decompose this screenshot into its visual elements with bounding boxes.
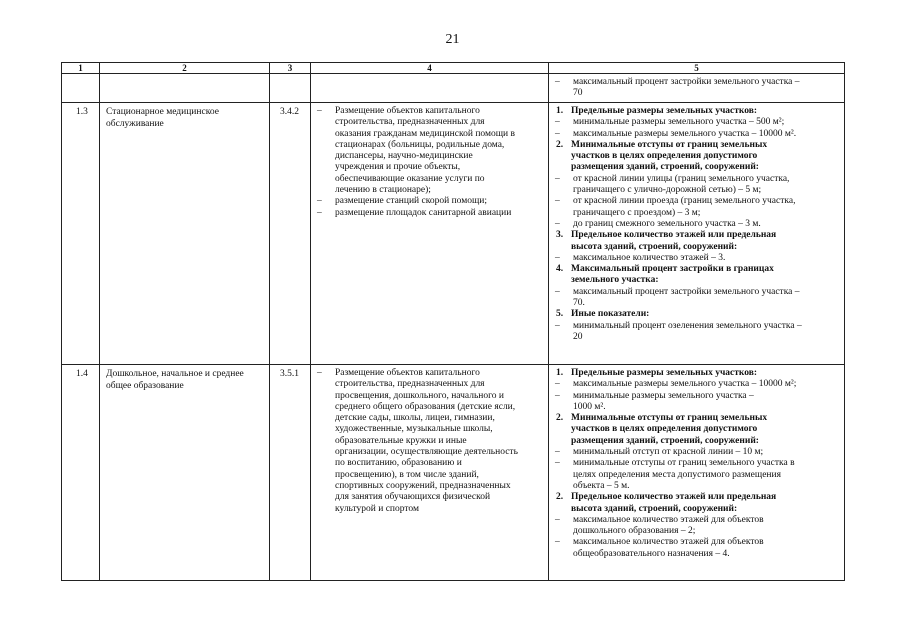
param-section-title [553, 368, 838, 379]
dash-item [315, 208, 542, 219]
continuation-params [549, 74, 845, 103]
title-line: Минимальные отступы от границ земельных [571, 139, 768, 150]
dash-marker: – [317, 368, 322, 378]
item-line: просвещения, дошкольного, начального и [335, 390, 505, 401]
zoning-table [61, 62, 845, 581]
item-line: максимальный процент застройки земельного участка – [573, 77, 800, 87]
dash-marker: – [555, 379, 560, 390]
param-section-title [553, 140, 838, 174]
dash-item [553, 515, 838, 538]
use-parameters [549, 103, 845, 365]
use-name [100, 103, 270, 365]
row-number: 1.3 [62, 103, 100, 365]
dash-item [553, 537, 838, 560]
dash-item [553, 219, 838, 230]
use-description [311, 103, 549, 365]
title-line: высота зданий, строений, сооружений: [571, 503, 738, 514]
param-section-title [553, 309, 838, 320]
header-col-1: 1 [62, 63, 100, 74]
param-number: 1. [556, 106, 564, 116]
item-line: 1000 м². [573, 401, 606, 412]
use-code: 3.5.1 [270, 365, 311, 581]
item-line: минимальные размеры земельного участка – 500 м²; [573, 117, 785, 128]
item-line: общеобразовательного назначения – 4. [573, 548, 730, 559]
name-line: Стационарное медицинское [106, 107, 219, 117]
item-line: лечению в стационаре); [335, 185, 431, 196]
dash-marker: – [317, 106, 322, 116]
title-line: Предельные размеры земельных участков: [571, 106, 758, 116]
use-parameters [549, 365, 845, 581]
item-line: максимальные размеры земельного участка – 10000 м². [573, 128, 797, 139]
title-line: Предельные размеры земельных участков: [571, 368, 758, 378]
continuation-row [62, 74, 845, 103]
dash-item [553, 77, 838, 100]
dash-item [553, 117, 838, 128]
use-code: 3.4.2 [270, 103, 311, 365]
title-line: участков в целях определения допустимого [571, 151, 758, 162]
item-line: 70. [573, 298, 585, 309]
table-row [62, 103, 845, 365]
item-line: детские сады, школы, лицеи, гимназии, [335, 413, 495, 424]
dash-marker: – [555, 173, 560, 184]
header-col-4: 4 [311, 63, 549, 74]
dash-item [553, 321, 838, 344]
table-row [62, 365, 845, 581]
item-line: стационарах (больницы, родильные дома, [335, 139, 505, 150]
title-line: высота зданий, строений, сооружений: [571, 241, 738, 252]
dash-marker: – [555, 218, 560, 229]
param-number: 2. [556, 139, 564, 150]
header-col-2: 2 [100, 63, 270, 74]
param-number: 3. [556, 230, 564, 241]
dash-marker: – [555, 320, 560, 331]
param-number: 2. [556, 492, 564, 503]
dash-marker: – [555, 117, 560, 128]
param-section-title [553, 230, 838, 253]
item-line: целях определения места допустимого размещения [573, 469, 781, 480]
item-line: Размещение объектов капитального [335, 368, 480, 378]
param-number: 4. [556, 264, 564, 275]
param-number: 1. [556, 368, 564, 378]
item-line: минимальные размеры земельного участка – [573, 390, 754, 401]
dash-item [315, 368, 542, 515]
title-line: Максимальный процент застройки в границах [571, 264, 774, 275]
item-line: учреждения и прочие объекты, [335, 162, 461, 173]
item-line: образовательные кружки и иные [335, 435, 467, 446]
dash-item [553, 458, 838, 492]
item-line: строительства, предназначенных для [335, 117, 485, 128]
item-line: граничащего с проездом) – 3 м; [573, 207, 701, 218]
header-row [62, 63, 845, 74]
dash-item [553, 391, 838, 414]
dash-item [315, 196, 542, 207]
item-line: 20 [573, 331, 583, 342]
dash-item [553, 196, 838, 219]
header-col-3: 3 [270, 63, 311, 74]
item-line: размещение площадок санитарной авиации [335, 207, 512, 218]
name-line: Дошкольное, начальное и среднее [106, 369, 244, 379]
item-line: от красной линии улицы (границ земельного участка, [573, 173, 790, 184]
item-line: просвещению), в том числе зданий, [335, 469, 479, 480]
item-line: максимальные размеры земельного участка – 10000 м²; [573, 379, 797, 390]
item-line: максимальный процент застройки земельного участка – [573, 286, 800, 297]
title-line: Иные показатели: [571, 309, 650, 320]
param-number: 5. [556, 309, 564, 320]
dash-marker: – [555, 458, 560, 469]
use-name [100, 365, 270, 581]
item-line: диспансеры, научно-медицинские [335, 151, 473, 162]
dash-marker: – [317, 207, 322, 218]
param-number: 2. [556, 413, 564, 424]
row-number: 1.4 [62, 365, 100, 581]
item-line: минимальные отступы от границ земельного участка в [573, 458, 795, 469]
title-line: участков в целях определения допустимого [571, 424, 758, 435]
item-line: минимальный процент озеленения земельного участка – [573, 320, 802, 331]
dash-marker: – [555, 196, 560, 207]
title-line: Минимальные отступы от границ земельных [571, 413, 768, 424]
item-line: размещение станций скорой помощи; [335, 196, 488, 207]
item-line: до границ смежного земельного участка – 3 м. [573, 218, 761, 229]
title-line: земельного участка: [571, 275, 659, 286]
dash-marker: – [317, 196, 322, 207]
item-line: дошкольного образования – 2; [573, 526, 696, 537]
param-section-title [553, 492, 838, 515]
dash-item [553, 253, 838, 264]
item-line: спортивных сооружений, предназначенных [335, 480, 511, 491]
item-line: объекта – 5 м. [573, 480, 630, 491]
param-section-title [553, 264, 838, 287]
item-line: граничащего с улично-дорожной сетью) – 5 м; [573, 185, 762, 196]
item-line: культурой и спортом [335, 503, 420, 514]
title-line: размещения зданий, строений, сооружений: [571, 435, 759, 446]
item-line: для занятия обучающихся физической [335, 492, 491, 503]
dash-marker: – [555, 537, 560, 548]
item-line: максимальное количество этажей для объектов [573, 514, 764, 525]
dash-marker: – [555, 447, 560, 458]
dash-marker: – [555, 252, 560, 263]
use-description [311, 365, 549, 581]
dash-marker: – [555, 128, 560, 139]
dash-marker: – [555, 286, 560, 297]
item-line: 70 [573, 88, 583, 99]
item-line: минимальный отступ от красной линии – 10 м; [573, 447, 764, 458]
name-line: обслуживание [106, 119, 164, 129]
dash-marker: – [555, 77, 560, 87]
dash-item [553, 174, 838, 197]
dash-item [553, 447, 838, 458]
item-line: оказания гражданам медицинской помощи в [335, 128, 515, 139]
item-line: максимальное количество этажей для объектов [573, 537, 764, 548]
title-line: размещения зданий, строений, сооружений: [571, 162, 759, 173]
item-line: обеспечивающие оказание услуги по [335, 173, 485, 184]
item-line: художественные, музыкальные школы, [335, 424, 493, 435]
item-line: по воспитанию, образованию и [335, 458, 462, 469]
dash-item [553, 129, 838, 140]
dash-item [315, 106, 542, 196]
item-line: среднего общего образования (детские ясли, [335, 401, 516, 412]
dash-marker: – [555, 390, 560, 401]
name-line: общее образование [106, 381, 184, 391]
item-line: от красной линии проезда (границ земельного участка, [573, 196, 796, 207]
item-line: организации, осуществляющие деятельность [335, 447, 518, 458]
dash-item [553, 287, 838, 310]
item-line: строительства, предназначенных для [335, 379, 485, 390]
param-section-title [553, 106, 838, 117]
param-section-title [553, 413, 838, 447]
item-line: Размещение объектов капитального [335, 106, 480, 116]
dash-item [553, 379, 838, 390]
page-number: 21 [445, 32, 460, 47]
dash-marker: – [555, 514, 560, 525]
item-line: максимальное количество этажей – 3. [573, 252, 726, 263]
title-line: Предельное количество этажей или предельная [571, 230, 777, 241]
title-line: Предельное количество этажей или предельная [571, 492, 777, 503]
header-col-5: 5 [549, 63, 845, 74]
